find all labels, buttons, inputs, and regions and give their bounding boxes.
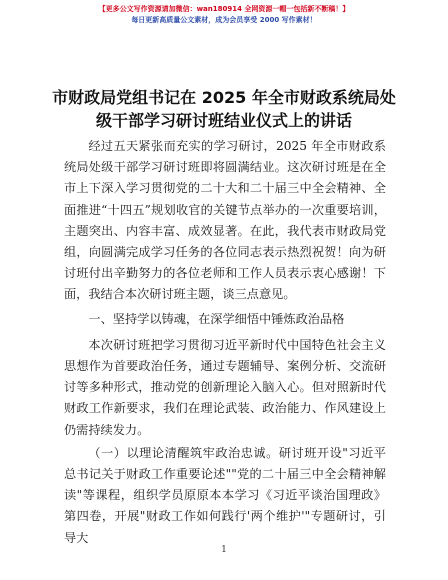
intro-paragraph: 经过五天紧张而充实的学习研讨，2025 年全市财政系统局处级干部学习研讨班即将圆满结业。这次研讨班是在全市上下深入学习贯彻党的二十大和二十届三中全会精神、全面推进“十四五”规划收官的关键节点举办的一次重要培训，主题突出、内容丰富、成效显著。在此，我代表市财政局党组，向圆满完成学习任务的各位同志表示热烈祝贺！向为研讨班付出辛勤努力的各位老师和工作人员表示衷心感谢！下面，我结合本次研讨班主题，谈三点意见。 [64,139,386,302]
promo-banner [0,4,448,26]
document-title: 市财政局党组书记在 2025 年全市财政系统局处级干部学习研讨班结业仪式上的讲话 [52,88,396,130]
page-number: 1 [221,545,227,555]
document-body [64,136,386,549]
promo-banner-line-1: 【更多公文写作资源请加微信：wan180914 全网资源一帽一包括新不断稿！】 [98,5,350,13]
section-heading-1: 一、坚持学以铸魂，在深学细悟中锤炼政治品格 [88,311,345,326]
section-1-paragraph: 本次研讨班把学习贯彻习近平新时代中国特色社会主义思想作为首要政治任务，通过专题辅导、案例分析、交流研讨等多种形式，推动党的创新理论入脑入心。但对照新时代财政工作新要求，我们在理论武装、政治能力、作风建设上仍需持续发力。 [64,337,386,437]
promo-banner-line-2: 每日更新高质量公文素材，成为会员享受 2000 写作素材！ [131,16,317,24]
subsection-1-paragraph: （一）以理论清醒筑牢政治忠诚。研讨班开设"习近平总书记关于财政工作重要论述""党的二十届三中全会精神解读"等课程，组织学员原原本本学习《习近平谈治国理政》第四卷，开展"财政工作如何践行'两个维护'"专题研讨，引导大 [64,445,386,545]
